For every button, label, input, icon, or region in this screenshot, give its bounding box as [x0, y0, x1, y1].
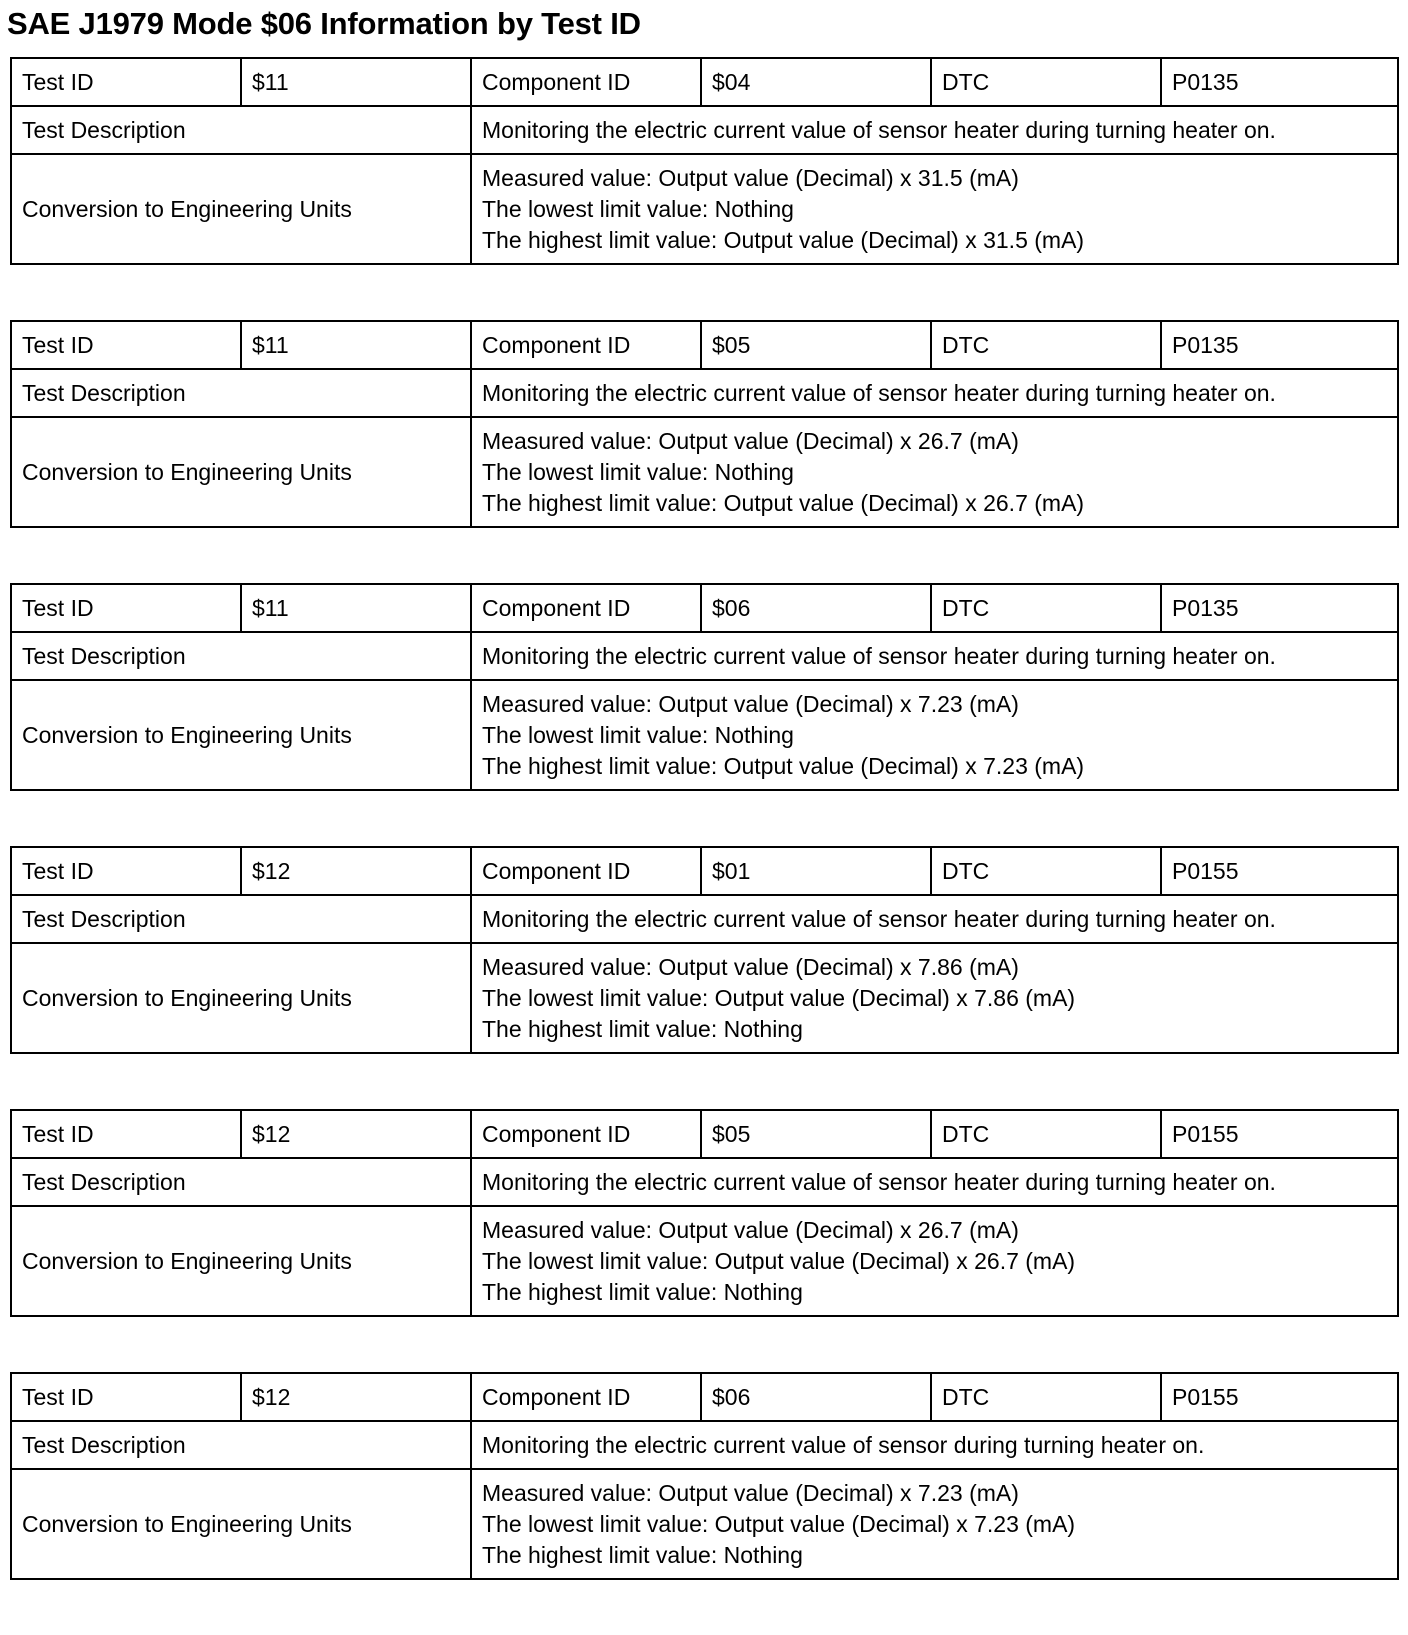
highest-limit-line: The highest limit value: Nothing: [482, 1278, 803, 1305]
test-description-value: Monitoring the electric current value of sensor heater during turning heater on.: [471, 369, 1398, 417]
test-id-label: Test ID: [11, 584, 241, 632]
test-id-blocks: [10, 57, 1397, 1635]
dtc-label: DTC: [931, 321, 1161, 369]
test-id-label: Test ID: [11, 58, 241, 106]
component-id-label: Component ID: [471, 1110, 701, 1158]
test-description-label: Test Description: [11, 895, 471, 943]
conversion-row: [11, 417, 1398, 527]
component-id-label: Component ID: [471, 584, 701, 632]
component-id-value: $06: [701, 584, 931, 632]
dtc-value: P0155: [1161, 1110, 1398, 1158]
test-id-value: $11: [241, 321, 471, 369]
highest-limit-line: The highest limit value: Output value (Decimal) x 7.23 (mA): [482, 752, 1085, 779]
dtc-value: P0135: [1161, 584, 1398, 632]
description-row: [11, 895, 1398, 943]
test-block: [10, 846, 1399, 1054]
test-id-label: Test ID: [11, 1373, 241, 1421]
conversion-values: [471, 943, 1398, 1053]
highest-limit-line: The highest limit value: Output value (Decimal) x 26.7 (mA): [482, 489, 1085, 516]
test-block: [10, 583, 1399, 791]
dtc-value: P0135: [1161, 58, 1398, 106]
conversion-values: [471, 680, 1398, 790]
component-id-value: $04: [701, 58, 931, 106]
description-row: [11, 632, 1398, 680]
test-id-value: $12: [241, 847, 471, 895]
measured-value-line: Measured value: Output value (Decimal) x 7.86 (mA): [482, 953, 1019, 980]
dtc-label: DTC: [931, 1373, 1161, 1421]
conversion-values: [471, 417, 1398, 527]
dtc-value: P0135: [1161, 321, 1398, 369]
conversion-row: [11, 943, 1398, 1053]
test-description-value: Monitoring the electric current value of sensor heater during turning heater on.: [471, 632, 1398, 680]
conversion-values: [471, 1206, 1398, 1316]
lowest-limit-line: The lowest limit value: Nothing: [482, 195, 794, 222]
page-title: SAE J1979 Mode $06 Information by Test ID: [7, 6, 641, 41]
description-row: [11, 369, 1398, 417]
test-block: [10, 57, 1399, 265]
component-id-value: $01: [701, 847, 931, 895]
lowest-limit-line: The lowest limit value: Nothing: [482, 458, 794, 485]
dtc-label: DTC: [931, 58, 1161, 106]
lowest-limit-line: The lowest limit value: Output value (Decimal) x 7.86 (mA): [482, 984, 1076, 1011]
conversion-row: [11, 1469, 1398, 1579]
conversion-row: [11, 154, 1398, 264]
test-description-value: Monitoring the electric current value of sensor during turning heater on.: [471, 1421, 1398, 1469]
conversion-label: Conversion to Engineering Units: [11, 154, 471, 264]
component-id-label: Component ID: [471, 1373, 701, 1421]
lowest-limit-line: The lowest limit value: Output value (Decimal) x 26.7 (mA): [482, 1247, 1076, 1274]
highest-limit-line: The highest limit value: Nothing: [482, 1015, 803, 1042]
component-id-label: Component ID: [471, 58, 701, 106]
test-id-value: $11: [241, 58, 471, 106]
id-row: [11, 584, 1398, 632]
test-id-label: Test ID: [11, 847, 241, 895]
conversion-label: Conversion to Engineering Units: [11, 680, 471, 790]
dtc-label: DTC: [931, 584, 1161, 632]
component-id-value: $06: [701, 1373, 931, 1421]
test-description-value: Monitoring the electric current value of sensor heater during turning heater on.: [471, 895, 1398, 943]
test-description-label: Test Description: [11, 632, 471, 680]
dtc-value: P0155: [1161, 1373, 1398, 1421]
conversion-row: [11, 680, 1398, 790]
id-row: [11, 321, 1398, 369]
test-description-value: Monitoring the electric current value of sensor heater during turning heater on.: [471, 106, 1398, 154]
description-row: [11, 1158, 1398, 1206]
id-row: [11, 58, 1398, 106]
id-row: [11, 1110, 1398, 1158]
test-id-value: $11: [241, 584, 471, 632]
test-description-label: Test Description: [11, 369, 471, 417]
highest-limit-line: The highest limit value: Nothing: [482, 1541, 803, 1568]
dtc-label: DTC: [931, 1110, 1161, 1158]
id-row: [11, 1373, 1398, 1421]
conversion-label: Conversion to Engineering Units: [11, 943, 471, 1053]
component-id-label: Component ID: [471, 321, 701, 369]
test-block: [10, 1372, 1399, 1580]
component-id-value: $05: [701, 321, 931, 369]
conversion-label: Conversion to Engineering Units: [11, 1469, 471, 1579]
measured-value-line: Measured value: Output value (Decimal) x 7.23 (mA): [482, 1479, 1019, 1506]
conversion-row: [11, 1206, 1398, 1316]
test-description-value: Monitoring the electric current value of sensor heater during turning heater on.: [471, 1158, 1398, 1206]
test-description-label: Test Description: [11, 106, 471, 154]
measured-value-line: Measured value: Output value (Decimal) x 31.5 (mA): [482, 164, 1019, 191]
test-id-label: Test ID: [11, 1110, 241, 1158]
highest-limit-line: The highest limit value: Output value (Decimal) x 31.5 (mA): [482, 226, 1085, 253]
conversion-values: [471, 154, 1398, 264]
test-description-label: Test Description: [11, 1421, 471, 1469]
conversion-label: Conversion to Engineering Units: [11, 417, 471, 527]
conversion-values: [471, 1469, 1398, 1579]
component-id-label: Component ID: [471, 847, 701, 895]
id-row: [11, 847, 1398, 895]
measured-value-line: Measured value: Output value (Decimal) x 26.7 (mA): [482, 427, 1019, 454]
description-row: [11, 106, 1398, 154]
dtc-value: P0155: [1161, 847, 1398, 895]
component-id-value: $05: [701, 1110, 931, 1158]
lowest-limit-line: The lowest limit value: Output value (Decimal) x 7.23 (mA): [482, 1510, 1076, 1537]
test-id-value: $12: [241, 1110, 471, 1158]
measured-value-line: Measured value: Output value (Decimal) x 26.7 (mA): [482, 1216, 1019, 1243]
dtc-label: DTC: [931, 847, 1161, 895]
description-row: [11, 1421, 1398, 1469]
conversion-label: Conversion to Engineering Units: [11, 1206, 471, 1316]
test-id-label: Test ID: [11, 321, 241, 369]
measured-value-line: Measured value: Output value (Decimal) x 7.23 (mA): [482, 690, 1019, 717]
test-block: [10, 320, 1399, 528]
test-description-label: Test Description: [11, 1158, 471, 1206]
test-block: [10, 1109, 1399, 1317]
test-id-value: $12: [241, 1373, 471, 1421]
lowest-limit-line: The lowest limit value: Nothing: [482, 721, 794, 748]
